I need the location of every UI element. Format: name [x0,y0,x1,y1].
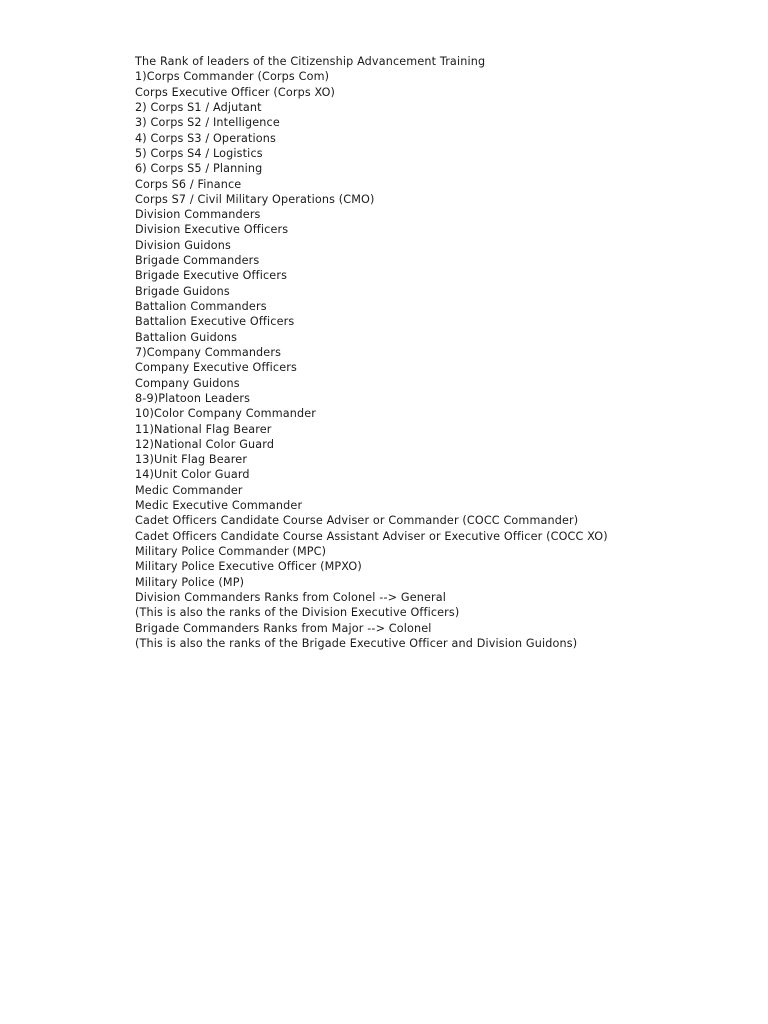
text-line: Division Executive Officers [135,223,289,237]
text-line: Battalion Commanders [135,300,267,313]
text-line: Cadet Officers Candidate Course Adviser or Commander (COCC Commander) [135,514,579,528]
text-line: 2) Corps S1 / Adjutant [135,100,262,114]
text-line: Corps S6 / Finance [135,177,242,191]
document-body [135,54,755,651]
text-line: Battalion Guidons [135,330,238,344]
text-line: Division Guidons [135,238,232,252]
text-line: Battalion Executive Officers [135,315,295,329]
text-line: (This is also the ranks of the Brigade Executive Officer and Division Guidons) [135,636,578,650]
text-line: 12)National Color Guard [135,437,275,451]
document-title: The Rank of leaders of the Citizenship Advancement Training [135,55,486,68]
text-line: Division Commanders Ranks from Colonel --> General [135,590,447,604]
text-line: 6) Corps S5 / Planning [135,162,263,176]
text-line: Brigade Commanders Ranks from Major --> Colonel [135,621,432,635]
text-line: 3) Corps S2 / Intelligence [135,116,280,130]
text-line: Brigade Commanders [135,254,260,268]
text-line: Company Guidons [135,376,240,390]
text-line: 10)Color Company Commander [135,407,317,421]
text-line: Military Police (MP) [135,575,245,589]
text-line: Medic Executive Commander [135,499,303,513]
text-line: Military Police Executive Officer (MPXO) [135,560,362,574]
text-line: Corps S7 / Civil Military Operations (CMO) [135,192,375,206]
text-line: Brigade Executive Officers [135,269,288,283]
text-line: 7)Company Commanders [135,345,282,359]
text-line: 14)Unit Color Guard [135,468,250,482]
text-line: 1)Corps Commander (Corps Com) [135,70,330,84]
text-line: (This is also the ranks of the Division Executive Officers) [135,606,460,620]
text-line: Brigade Guidons [135,284,230,298]
text-line: Division Commanders [135,208,261,222]
text-line: 4) Corps S3 / Operations [135,131,276,145]
text-line: 5) Corps S4 / Logistics [135,146,263,160]
text-line: Military Police Commander (MPC) [135,545,327,558]
text-line: Corps Executive Officer (Corps XO) [135,85,336,99]
text-line: 13)Unit Flag Bearer [135,453,248,467]
text-line: Company Executive Officers [135,361,297,375]
text-line: Cadet Officers Candidate Course Assistant Adviser or Executive Officer (COCC XO) [135,529,608,543]
text-line: 11)National Flag Bearer [135,422,272,436]
text-line: Medic Commander [135,483,243,497]
text-line: 8-9)Platoon Leaders [135,391,251,405]
